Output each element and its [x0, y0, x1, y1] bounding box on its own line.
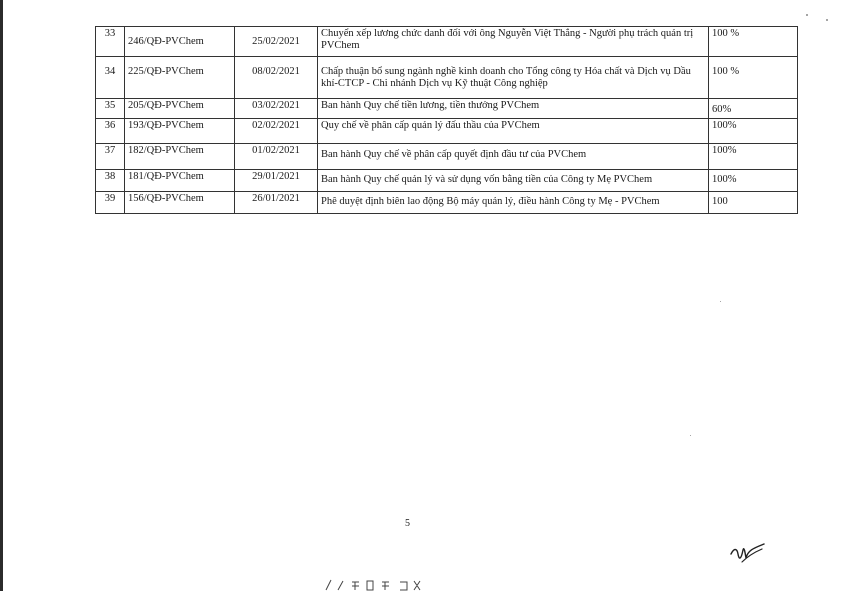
decision-date: 03/02/2021: [235, 99, 318, 119]
decision-number: 182/QĐ-PVChem: [125, 144, 235, 170]
completion-rate: 100 %: [709, 57, 798, 99]
decision-description: Chấp thuận bổ sung ngành nghề kinh doanh cho Tổng công ty Hóa chất và Dịch vụ Dầu khí-CTCP - Chi nhánh Dịch vụ Kỹ thuật Công nghiệp: [318, 57, 709, 99]
decision-number: 156/QĐ-PVChem: [125, 192, 235, 214]
decision-description: Ban hành Quy chế quản lý và sử dụng vốn bằng tiền của Công ty Mẹ PVChem: [318, 170, 709, 192]
table-row: [96, 144, 798, 170]
row-number: 35: [96, 99, 125, 119]
completion-rate: 100%: [709, 144, 798, 170]
decision-description: Phê duyệt định biên lao động Bộ máy quản lý, điều hành Công ty Mẹ - PVChem: [318, 192, 709, 214]
row-number: 37: [96, 144, 125, 170]
decision-number: 246/QĐ-PVChem: [125, 27, 235, 57]
completion-rate: 60%: [709, 99, 798, 119]
table-row: [96, 192, 798, 214]
row-number: 39: [96, 192, 125, 214]
decision-date: 29/01/2021: [235, 170, 318, 192]
decision-number: 205/QĐ-PVChem: [125, 99, 235, 119]
scan-speck: [690, 435, 691, 436]
table-row: [96, 57, 798, 99]
scan-speck: [826, 19, 828, 21]
completion-rate: 100 %: [709, 27, 798, 57]
decision-date: 02/02/2021: [235, 119, 318, 144]
stamp-mark: [322, 578, 430, 591]
decision-description: Chuyển xếp lương chức danh đối với ông Nguyễn Việt Thắng - Người phụ trách quản trị PVChem: [318, 27, 709, 57]
row-number: 33: [96, 27, 125, 57]
decisions-table: [95, 26, 798, 214]
table-row: [96, 99, 798, 119]
table-row: [96, 170, 798, 192]
scan-edge: [0, 0, 3, 591]
decision-number: 193/QĐ-PVChem: [125, 119, 235, 144]
scan-speck: [720, 301, 721, 302]
decision-number: 225/QĐ-PVChem: [125, 57, 235, 99]
row-number: 36: [96, 119, 125, 144]
completion-rate: 100: [709, 192, 798, 214]
row-number: 34: [96, 57, 125, 99]
completion-rate: 100%: [709, 119, 798, 144]
row-number: 38: [96, 170, 125, 192]
decision-date: 01/02/2021: [235, 144, 318, 170]
page-number: 5: [405, 518, 410, 529]
decision-description: Ban hành Quy chế về phân cấp quyết định đầu tư của PVChem: [318, 144, 709, 170]
signature-mark: [728, 540, 768, 566]
completion-rate: 100%: [709, 170, 798, 192]
decision-description: Ban hành Quy chế tiền lương, tiền thưởng PVChem: [318, 99, 709, 119]
decision-number: 181/QĐ-PVChem: [125, 170, 235, 192]
scan-speck: [806, 14, 808, 16]
decision-date: 08/02/2021: [235, 57, 318, 99]
table-row: [96, 119, 798, 144]
decision-date: 25/02/2021: [235, 27, 318, 57]
table-row: [96, 27, 798, 57]
decision-date: 26/01/2021: [235, 192, 318, 214]
decision-description: Quy chế về phân cấp quản lý đấu thầu của PVChem: [318, 119, 709, 144]
